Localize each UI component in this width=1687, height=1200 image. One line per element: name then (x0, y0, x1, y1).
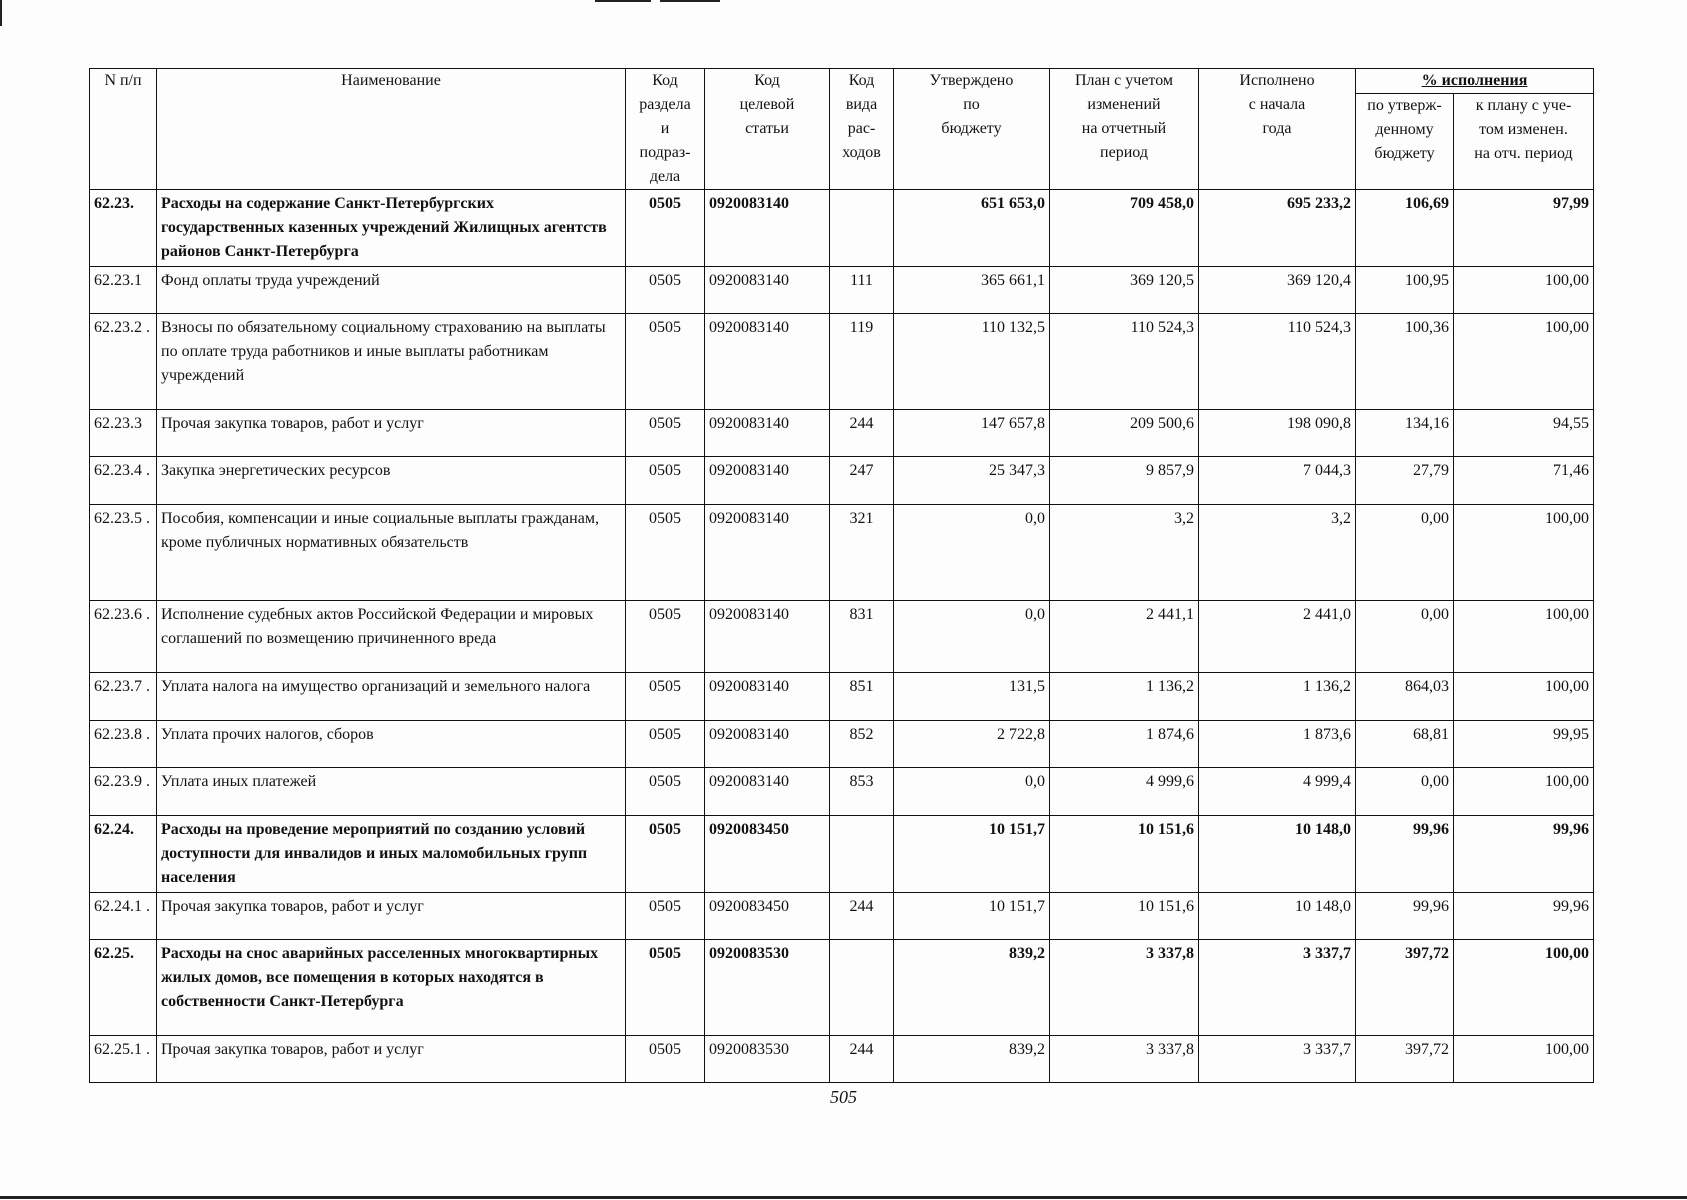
cell-cel: 0920083530 (705, 940, 830, 1036)
cell-name: Прочая закупка товаров, работ и услуг (157, 893, 626, 940)
table-row (90, 768, 1594, 816)
table-row (90, 940, 1594, 1036)
cell-cel: 0920083140 (705, 190, 830, 267)
cell-isp: 198 090,8 (1199, 410, 1356, 457)
header-line: на отч. период (1474, 145, 1573, 162)
header-line: Код (652, 72, 678, 89)
cell-vid: 831 (830, 601, 894, 673)
header-line: вида (845, 96, 878, 113)
table-row (90, 190, 1594, 267)
cell-plan: 10 151,6 (1050, 893, 1199, 940)
cell-pct-plan: 99,95 (1454, 721, 1594, 768)
cell-name: Взносы по обязательному социальному страхованию на выплаты по оплате труда работников и иные выплаты работникам учреждений (157, 314, 626, 410)
header-line: Код (754, 72, 780, 89)
cell-isp: 3 337,7 (1199, 940, 1356, 1036)
cell-pct-utv: 397,72 (1356, 940, 1454, 1036)
table-row (90, 893, 1594, 940)
cell-plan: 1 136,2 (1050, 673, 1199, 721)
header-line: Исполнено (1239, 72, 1315, 89)
cell-vid: 111 (830, 267, 894, 314)
header-utv (894, 69, 1050, 190)
table-row (90, 505, 1594, 601)
cell-plan: 209 500,6 (1050, 410, 1199, 457)
header-line: на отчетный (1081, 120, 1167, 137)
cell-cel: 0920083140 (705, 267, 830, 314)
cell-pct-plan: 94,55 (1454, 410, 1594, 457)
cell-name: Расходы на проведение мероприятий по созданию условий доступности для инвалидов и иных маломобильных групп населения (157, 816, 626, 893)
scan-mark (660, 0, 720, 2)
scan-mark (0, 1196, 1687, 1199)
header-line: том изменен. (1479, 121, 1568, 138)
header-line: раздела (639, 96, 691, 113)
cell-utv: 839,2 (894, 1036, 1050, 1083)
header-pct-title: % исполнения (1421, 72, 1528, 89)
cell-num: 62.25. (90, 940, 157, 1036)
cell-name: Уплата прочих налогов, сборов (157, 721, 626, 768)
cell-name: Расходы на содержание Санкт-Петербургских государственных казенных учреждений Жилищных агентств районов Санкт-Петербурга (157, 190, 626, 267)
cell-pct-utv: 397,72 (1356, 1036, 1454, 1083)
cell-pct-utv: 99,96 (1356, 816, 1454, 893)
cell-utv: 10 151,7 (894, 816, 1050, 893)
cell-cel: 0920083450 (705, 893, 830, 940)
cell-pct-plan: 100,00 (1454, 505, 1594, 601)
cell-pct-utv: 0,00 (1356, 601, 1454, 673)
header-line: Утверждено (929, 72, 1014, 89)
cell-num: 62.23.7 . (90, 673, 157, 721)
header-line: рас- (847, 120, 876, 137)
cell-vid (830, 816, 894, 893)
cell-plan: 3 337,8 (1050, 940, 1199, 1036)
cell-pct-utv: 99,96 (1356, 893, 1454, 940)
cell-vid: 244 (830, 410, 894, 457)
cell-razdel: 0505 (626, 768, 705, 816)
cell-plan: 1 874,6 (1050, 721, 1199, 768)
cell-utv: 25 347,3 (894, 457, 1050, 505)
cell-isp: 695 233,2 (1199, 190, 1356, 267)
cell-num: 62.24.1 . (90, 893, 157, 940)
cell-pct-plan: 100,00 (1454, 940, 1594, 1036)
cell-razdel: 0505 (626, 673, 705, 721)
header-name: Наименование (157, 69, 626, 190)
cell-name: Расходы на снос аварийных расселенных многоквартирных жилых домов, все помещения в которых находятся в собственности Санкт-Петербурга (157, 940, 626, 1036)
table-row (90, 673, 1594, 721)
cell-razdel: 0505 (626, 190, 705, 267)
table-row (90, 601, 1594, 673)
cell-utv: 2 722,8 (894, 721, 1050, 768)
table-row (90, 410, 1594, 457)
cell-pct-plan: 97,99 (1454, 190, 1594, 267)
cell-pct-plan: 100,00 (1454, 1036, 1594, 1083)
cell-pct-plan: 99,96 (1454, 893, 1594, 940)
table-row (90, 457, 1594, 505)
cell-cel: 0920083530 (705, 1036, 830, 1083)
header-line: период (1100, 144, 1148, 161)
cell-cel: 0920083140 (705, 505, 830, 601)
header-vid (830, 69, 894, 190)
cell-num: 62.23. (90, 190, 157, 267)
cell-cel: 0920083140 (705, 410, 830, 457)
cell-cel: 0920083140 (705, 314, 830, 410)
cell-cel: 0920083140 (705, 601, 830, 673)
cell-isp: 4 999,4 (1199, 768, 1356, 816)
cell-razdel: 0505 (626, 940, 705, 1036)
cell-utv: 0,0 (894, 768, 1050, 816)
cell-plan: 3,2 (1050, 505, 1199, 601)
header-line: изменений (1087, 96, 1161, 113)
cell-vid: 852 (830, 721, 894, 768)
cell-plan: 369 120,5 (1050, 267, 1199, 314)
cell-name: Уплата налога на имущество организаций и земельного налога (157, 673, 626, 721)
cell-num: 62.24. (90, 816, 157, 893)
header-line: денному (1375, 121, 1434, 138)
cell-isp: 369 120,4 (1199, 267, 1356, 314)
cell-isp: 2 441,0 (1199, 601, 1356, 673)
cell-plan: 110 524,3 (1050, 314, 1199, 410)
cell-name: Прочая закупка товаров, работ и услуг (157, 1036, 626, 1083)
cell-pct-plan: 100,00 (1454, 673, 1594, 721)
cell-name: Пособия, компенсации и иные социальные выплаты гражданам, кроме публичных нормативных обязательств (157, 505, 626, 601)
cell-num: 62.25.1 . (90, 1036, 157, 1083)
header-line: статьи (745, 120, 789, 137)
header-razdel (626, 69, 705, 190)
cell-utv: 147 657,8 (894, 410, 1050, 457)
header-pct (1356, 69, 1594, 94)
cell-vid: 853 (830, 768, 894, 816)
cell-cel: 0920083450 (705, 816, 830, 893)
scan-mark (595, 0, 651, 2)
scan-mark (0, 0, 2, 26)
page-number: 505 (830, 1087, 857, 1107)
cell-utv: 651 653,0 (894, 190, 1050, 267)
cell-name: Уплата иных платежей (157, 768, 626, 816)
cell-pct-plan: 100,00 (1454, 601, 1594, 673)
table-row (90, 314, 1594, 410)
cell-cel: 0920083140 (705, 721, 830, 768)
header-line: Код (848, 72, 875, 89)
cell-razdel: 0505 (626, 816, 705, 893)
cell-pct-utv: 27,79 (1356, 457, 1454, 505)
cell-isp: 3,2 (1199, 505, 1356, 601)
header-line: по (963, 96, 980, 113)
cell-vid: 244 (830, 1036, 894, 1083)
cell-pct-utv: 864,03 (1356, 673, 1454, 721)
cell-plan: 3 337,8 (1050, 1036, 1199, 1083)
cell-plan: 2 441,1 (1050, 601, 1199, 673)
cell-plan: 10 151,6 (1050, 816, 1199, 893)
header-line: бюджету (941, 120, 1002, 137)
table-row (90, 267, 1594, 314)
cell-num: 62.23.1 (90, 267, 157, 314)
header-num: N п/п (90, 69, 157, 190)
cell-razdel: 0505 (626, 601, 705, 673)
cell-razdel: 0505 (626, 410, 705, 457)
header-line: дела (649, 168, 681, 185)
cell-utv: 365 661,1 (894, 267, 1050, 314)
cell-isp: 10 148,0 (1199, 893, 1356, 940)
table-row (90, 816, 1594, 893)
cell-num: 62.23.3 (90, 410, 157, 457)
cell-vid: 244 (830, 893, 894, 940)
cell-cel: 0920083140 (705, 673, 830, 721)
table-row (90, 1036, 1594, 1083)
cell-vid (830, 940, 894, 1036)
header-line: План с учетом (1074, 72, 1174, 89)
header-line: к плану с уче- (1475, 97, 1572, 114)
cell-vid: 247 (830, 457, 894, 505)
cell-name: Прочая закупка товаров, работ и услуг (157, 410, 626, 457)
table-body (90, 190, 1594, 1083)
table-header (90, 69, 1594, 190)
cell-pct-plan: 99,96 (1454, 816, 1594, 893)
header-pct-utv (1356, 94, 1454, 190)
header-isp (1199, 69, 1356, 190)
cell-utv: 10 151,7 (894, 893, 1050, 940)
table-row (90, 721, 1594, 768)
cell-plan: 9 857,9 (1050, 457, 1199, 505)
header-line: по утверж- (1367, 97, 1442, 114)
budget-table (89, 68, 1594, 1083)
cell-isp: 3 337,7 (1199, 1036, 1356, 1083)
cell-vid: 851 (830, 673, 894, 721)
cell-num: 62.23.8 . (90, 721, 157, 768)
cell-razdel: 0505 (626, 505, 705, 601)
cell-name: Фонд оплаты труда учреждений (157, 267, 626, 314)
cell-num: 62.23.5 . (90, 505, 157, 601)
header-line: года (1262, 120, 1292, 137)
cell-pct-plan: 100,00 (1454, 267, 1594, 314)
cell-pct-plan: 100,00 (1454, 768, 1594, 816)
cell-isp: 1 136,2 (1199, 673, 1356, 721)
cell-pct-plan: 71,46 (1454, 457, 1594, 505)
cell-utv: 110 132,5 (894, 314, 1050, 410)
cell-vid (830, 190, 894, 267)
header-cel (705, 69, 830, 190)
cell-utv: 0,0 (894, 505, 1050, 601)
header-line: бюджету (1374, 145, 1435, 162)
header-plan (1050, 69, 1199, 190)
cell-num: 62.23.6 . (90, 601, 157, 673)
cell-razdel: 0505 (626, 457, 705, 505)
cell-name: Закупка энергетических ресурсов (157, 457, 626, 505)
cell-pct-utv: 0,00 (1356, 505, 1454, 601)
cell-cel: 0920083140 (705, 768, 830, 816)
cell-vid: 321 (830, 505, 894, 601)
cell-vid: 119 (830, 314, 894, 410)
header-line: с начала (1248, 96, 1306, 113)
cell-plan: 4 999,6 (1050, 768, 1199, 816)
cell-num: 62.23.2 . (90, 314, 157, 410)
cell-pct-utv: 134,16 (1356, 410, 1454, 457)
cell-pct-utv: 106,69 (1356, 190, 1454, 267)
cell-name: Исполнение судебных актов Российской Федерации и мировых соглашений по возмещению причиненного вреда (157, 601, 626, 673)
cell-razdel: 0505 (626, 1036, 705, 1083)
header-pct-plan (1454, 94, 1594, 190)
cell-pct-utv: 100,36 (1356, 314, 1454, 410)
cell-cel: 0920083140 (705, 457, 830, 505)
cell-isp: 1 873,6 (1199, 721, 1356, 768)
cell-razdel: 0505 (626, 893, 705, 940)
cell-razdel: 0505 (626, 314, 705, 410)
header-line: ходов (842, 144, 881, 161)
cell-isp: 10 148,0 (1199, 816, 1356, 893)
cell-razdel: 0505 (626, 267, 705, 314)
cell-utv: 839,2 (894, 940, 1050, 1036)
cell-plan: 709 458,0 (1050, 190, 1199, 267)
cell-pct-plan: 100,00 (1454, 314, 1594, 410)
cell-num: 62.23.4 . (90, 457, 157, 505)
header-line: подраз- (639, 144, 691, 161)
cell-isp: 110 524,3 (1199, 314, 1356, 410)
cell-pct-utv: 68,81 (1356, 721, 1454, 768)
header-line: и (660, 120, 670, 137)
cell-pct-utv: 0,00 (1356, 768, 1454, 816)
cell-pct-utv: 100,95 (1356, 267, 1454, 314)
cell-utv: 0,0 (894, 601, 1050, 673)
cell-num: 62.23.9 . (90, 768, 157, 816)
cell-razdel: 0505 (626, 721, 705, 768)
header-line: целевой (739, 96, 795, 113)
cell-utv: 131,5 (894, 673, 1050, 721)
cell-isp: 7 044,3 (1199, 457, 1356, 505)
